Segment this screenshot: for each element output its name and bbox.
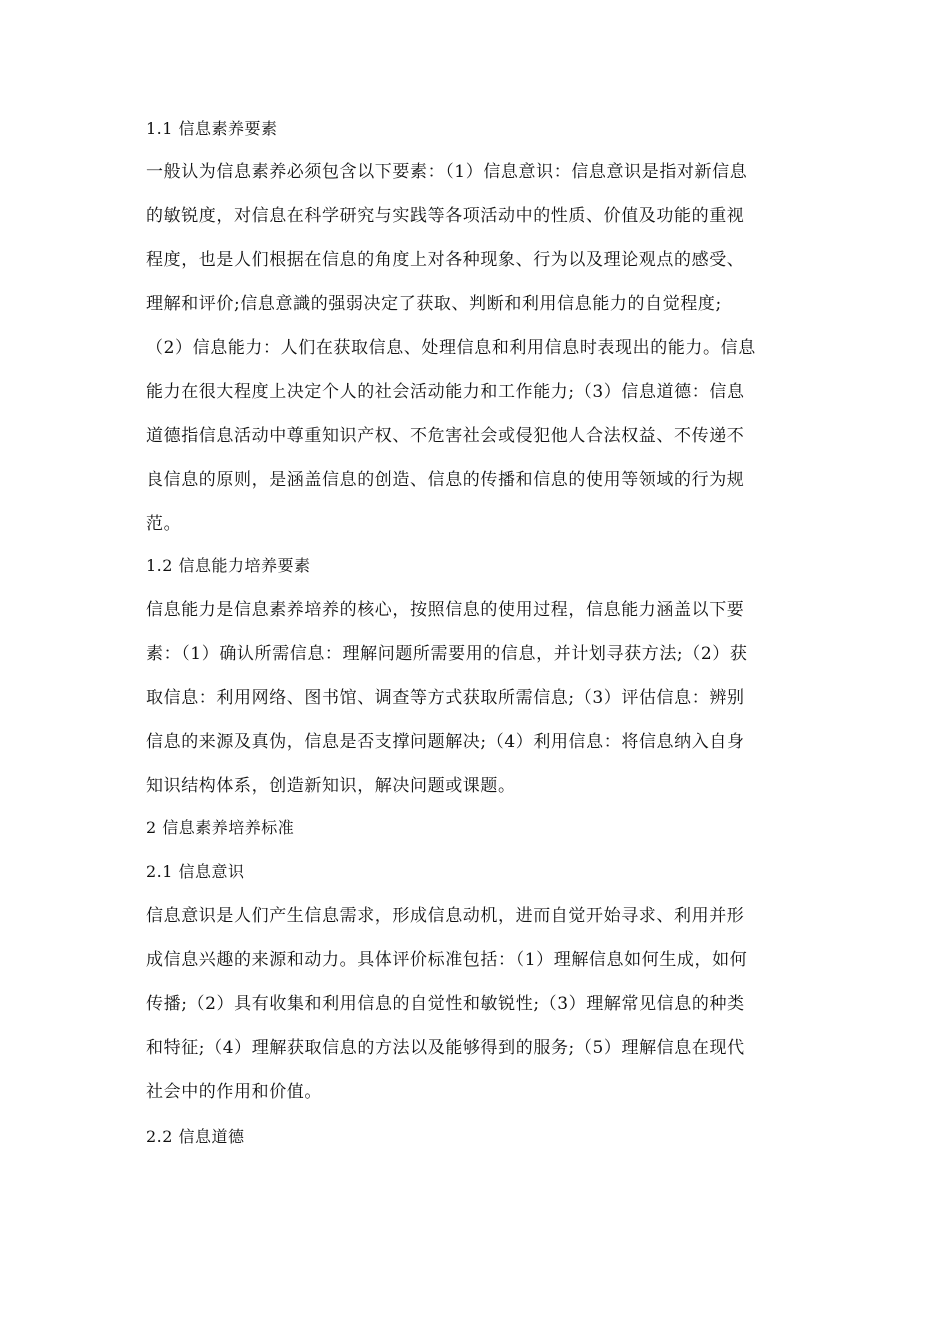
paragraph-line: 社会中的作用和价值。 xyxy=(146,1082,322,1102)
paragraph-line: 的敏锐度，对信息在科学研究与实践等各项活动中的性质、价值及功能的重视 xyxy=(146,206,745,226)
paragraph-line: 理解和评价;信息意識的强弱决定了获取、判断和利用信息能力的自觉程度; xyxy=(146,294,722,314)
paragraph-line: （2）信息能力：人们在获取信息、处理信息和利用信息时表现出的能力。信息 xyxy=(146,338,756,358)
paragraph-line: 知识结构体系，创造新知识，解决问题或课题。 xyxy=(146,776,516,796)
paragraph-line: 信息的来源及真伪，信息是否支撑问题解决;（4）利用信息：将信息纳入自身 xyxy=(146,732,745,752)
section-heading-1-1: 1.1 信息素养要素 xyxy=(146,119,278,138)
paragraph-line: 传播;（2）具有收集和利用信息的自觉性和敏锐性;（3）理解常见信息的种类 xyxy=(146,994,745,1014)
paragraph-line: 范。 xyxy=(146,514,182,534)
paragraph-line: 成信息兴趣的来源和动力。具体评价标准包括：（1）理解信息如何生成，如何 xyxy=(146,950,748,970)
paragraph-line: 信息能力是信息素养培养的核心，按照信息的使用过程，信息能力涵盖以下要 xyxy=(146,600,745,620)
paragraph-line: 道德指信息活动中尊重知识产权、不危害社会或侵犯他人合法权益、不传递不 xyxy=(146,426,745,446)
paragraph-line: 一般认为信息素养必须包含以下要素：（1）信息意识：信息意识是指对新信息 xyxy=(146,162,748,182)
paragraph-line: 良信息的原则，是涵盖信息的创造、信息的传播和信息的使用等领域的行为规 xyxy=(146,470,745,490)
paragraph-line: 和特征;（4）理解获取信息的方法以及能够得到的服务;（5）理解信息在现代 xyxy=(146,1038,745,1058)
paragraph-line: 取信息：利用网络、图书馆、调查等方式获取所需信息;（3）评估信息：辨别 xyxy=(146,688,745,708)
section-heading-1-2: 1.2 信息能力培养要素 xyxy=(146,556,311,575)
section-heading-2-1: 2.1 信息意识 xyxy=(146,862,245,881)
paragraph-line: 程度，也是人们根据在信息的角度上对各种现象、行为以及理论观点的感受、 xyxy=(146,250,745,270)
paragraph-line: 信息意识是人们产生信息需求，形成信息动机，进而自觉开始寻求、利用并形 xyxy=(146,906,745,926)
paragraph-line: 素：（1）确认所需信息：理解问题所需要用的信息，并计划寻获方法;（2）获 xyxy=(146,644,748,664)
section-heading-2: 2 信息素养培养标准 xyxy=(146,818,295,837)
section-heading-2-2: 2.2 信息道德 xyxy=(146,1127,245,1146)
paragraph-line: 能力在很大程度上决定个人的社会活动能力和工作能力;（3）信息道德：信息 xyxy=(146,382,745,402)
